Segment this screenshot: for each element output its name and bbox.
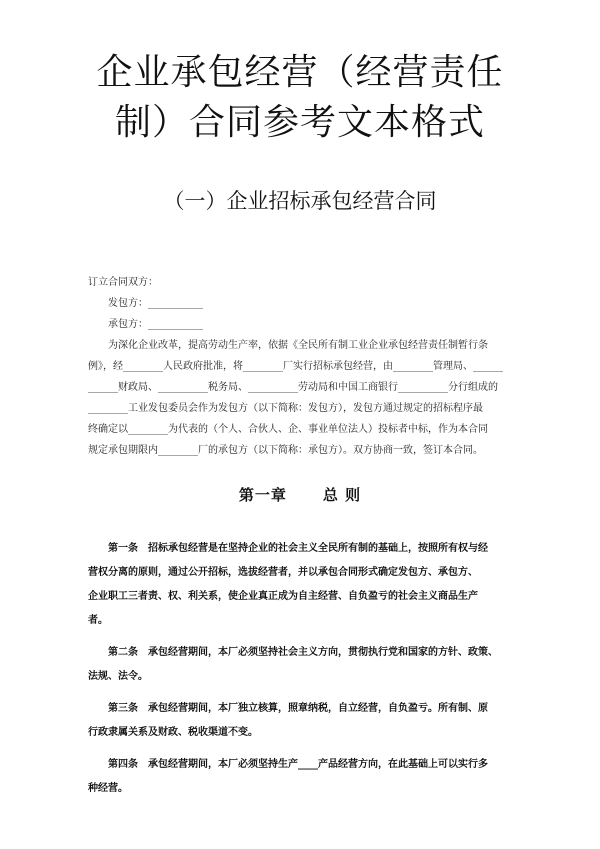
articles-list	[88, 537, 532, 801]
intro-line-contractor: 承包方：___________	[108, 319, 203, 330]
article-2-line: 第二条 承包经营期间，本厂必须坚持社会主义方向，贯彻执行党和国家的方针、政策、	[108, 647, 498, 658]
title-line-1: 企业承包经营（经营责任	[96, 52, 504, 93]
article-1-line: 第一条 招标承包经营是在坚持企业的社会主义全民所有制的基础上，按照所有权与经	[108, 543, 488, 554]
title-line-2: 制）合同参考文本格式	[114, 102, 485, 143]
article-4-line: 第四条 承包经营期间，本厂必须坚持生产____产品经营方向，在此基础上可以实行多	[108, 759, 488, 770]
intro-line: 订立合同双方：	[88, 277, 158, 288]
chapter-number: 第一章	[238, 486, 287, 504]
intro-line: ________工业发包委员会作为发包方（以下简称：发包方），发包方通过规定的招标程序最	[88, 403, 483, 414]
intro-line: 终确定以________为代表的（个人、合伙人、企、事业单位法人）投标者中标，作为本合同	[88, 424, 488, 435]
intro-line: 为深化企业改革，提高劳动生产率，依据《全民所有制工业企业承包经营责任制暂行条	[108, 340, 488, 351]
intro-line: 例》，经________人民政府批准，将________厂实行招标承包经营，由________管理局、______	[88, 361, 503, 372]
section-subtitle: （一）企业招标承包经营合同	[163, 189, 437, 213]
article-3-line: 行政隶属关系及财政、税收渠道不变。	[88, 727, 258, 738]
article-4-line: 种经营。	[88, 783, 128, 794]
article-2-line: 法规、法令。	[88, 671, 148, 682]
article-1-line: 营权分离的原则，通过公开招标，选拔经营者，并以承包合同形式确定发包方、承包方、	[88, 567, 478, 578]
chapter-name: 总 则	[322, 486, 362, 504]
intro-line: 规定承包期限内________厂的承包方（以下简称：承包方）。双方协商一致，签订本合同。	[88, 445, 483, 456]
intro-line: ______财政局、__________税务局、__________劳动局和中国工商银行__________分行组成的	[88, 382, 498, 393]
article-3-line: 第三条 承包经营期间，本厂独立核算，照章纳税，自立经营，自负盈亏。所有制、原	[108, 703, 488, 714]
contract-intro	[88, 272, 528, 461]
article-1-line: 者。	[88, 615, 108, 626]
chapter-heading	[180, 484, 420, 505]
intro-line-employer: 发包方：___________	[108, 298, 203, 309]
article-1-line: 企业职工三者责、权、利关系，使企业真正成为自主经营、自负盈亏的社会主义商品生产	[88, 591, 478, 602]
document-title	[40, 48, 560, 148]
